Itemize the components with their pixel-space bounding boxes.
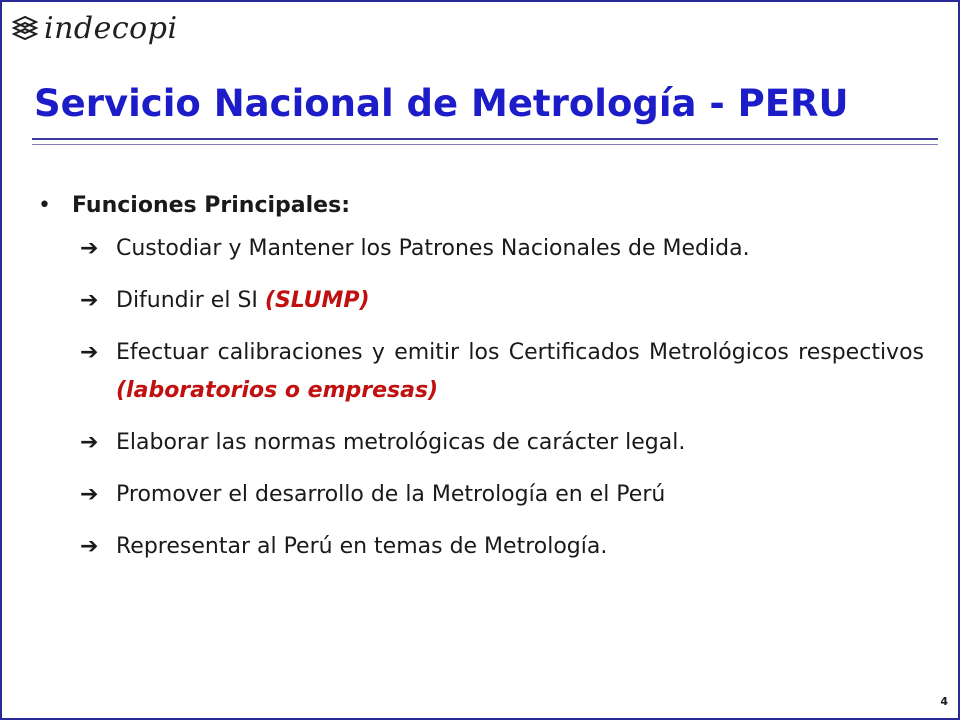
list-item-text: Promover el desarrollo de la Metrología en el Perú [116, 482, 666, 507]
title-divider [32, 138, 938, 140]
emphasis-text: (SLUMP) [264, 288, 370, 313]
list-item [80, 528, 924, 566]
bullet-heading [38, 190, 924, 222]
round-bullet-icon: • [38, 193, 51, 218]
title-divider-thin [32, 144, 938, 145]
list-item-text: Elaborar las normas metrológicas de carácter legal. [116, 430, 686, 455]
list-item-text: Custodiar y Mantener los Patrones Nacionales de Medida. [116, 236, 750, 261]
page-number: 4 [940, 695, 948, 708]
slide-content [38, 190, 924, 580]
indecopi-knot-icon [10, 13, 40, 43]
right-arrow-icon: ➔ [80, 288, 99, 313]
slide-title: Servicio Nacional de Metrología - PERU [34, 82, 849, 125]
list-item [80, 230, 924, 268]
list-item [80, 424, 924, 462]
emphasis-text: (laboratorios o empresas) [116, 378, 439, 403]
right-arrow-icon: ➔ [80, 340, 99, 365]
indecopi-logo [10, 8, 178, 48]
function-list [38, 230, 924, 566]
right-arrow-icon: ➔ [80, 482, 99, 507]
list-item [80, 282, 924, 320]
list-item-text: Representar al Perú en temas de Metrología. [116, 534, 608, 559]
logo-text: indecopi [44, 10, 178, 46]
right-arrow-icon: ➔ [80, 430, 99, 455]
list-item-text: Efectuar calibraciones y emitir los Certificados Metrológicos respectivos (laboratorios o empresas) [116, 340, 924, 403]
list-item [80, 476, 924, 514]
right-arrow-icon: ➔ [80, 534, 99, 559]
heading-text: Funciones Principales: [72, 193, 350, 218]
list-item-text: Difundir el SI (SLUMP) [116, 288, 370, 313]
right-arrow-icon: ➔ [80, 236, 99, 261]
list-item [80, 334, 924, 410]
